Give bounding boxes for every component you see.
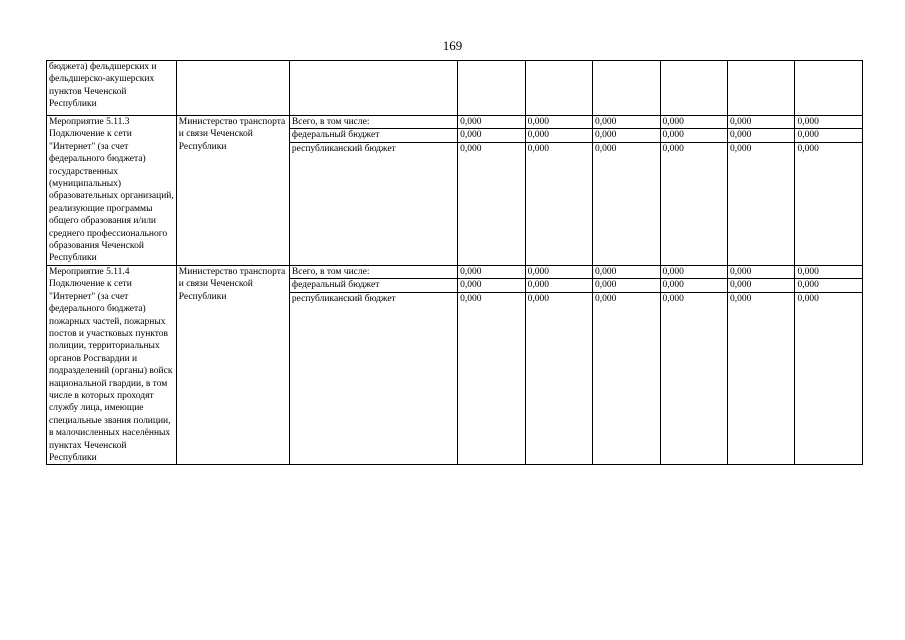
source-cell: Всего, в том числе:: [289, 265, 457, 278]
value-cell: 0,000: [593, 292, 660, 465]
source-cell: республиканский бюджет: [289, 292, 457, 465]
value-cell: 0,000: [525, 129, 592, 142]
value-cell: 0,000: [458, 265, 525, 278]
value-cell: 0,000: [727, 129, 794, 142]
value-cell: 0,000: [458, 142, 525, 265]
value-cell: 0,000: [593, 265, 660, 278]
value-cell: 0,000: [458, 292, 525, 465]
value-cell: 0,000: [593, 129, 660, 142]
executor-cell: [176, 61, 289, 116]
value-cell: 0,000: [795, 142, 863, 265]
page-number: 169: [442, 38, 463, 53]
value-cell: 0,000: [727, 279, 794, 292]
value-cell: 0,000: [795, 279, 863, 292]
source-cell: федеральный бюджет: [289, 129, 457, 142]
source-cell: [289, 61, 457, 116]
activity-cell: Мероприятие 5.11.3 Подключение к сети "Интернет" (за счет федерального бюджета) государственных (муниципальных) образовательных организаций, реализующие программы общего образования и/или среднего профессионального образования Чеченской Республики: [47, 116, 177, 266]
value-cell: 0,000: [727, 265, 794, 278]
value-cell: 0,000: [593, 279, 660, 292]
value-cell: [795, 61, 863, 116]
value-cell: 0,000: [795, 116, 863, 129]
value-cell: 0,000: [727, 116, 794, 129]
source-cell: Всего, в том числе:: [289, 116, 457, 129]
executor-cell: Министерство транспорта и связи Чеченской Республики: [176, 265, 289, 465]
source-cell: республиканский бюджет: [289, 142, 457, 265]
value-cell: 0,000: [525, 116, 592, 129]
funding-table: [46, 60, 863, 465]
value-cell: 0,000: [727, 292, 794, 465]
table-row: [47, 116, 863, 129]
value-cell: [525, 61, 592, 116]
value-cell: 0,000: [458, 279, 525, 292]
value-cell: [458, 61, 525, 116]
value-cell: 0,000: [660, 142, 727, 265]
value-cell: 0,000: [525, 292, 592, 465]
value-cell: 0,000: [593, 116, 660, 129]
table-row-continuation: [47, 61, 863, 116]
source-cell: федеральный бюджет: [289, 279, 457, 292]
value-cell: 0,000: [525, 142, 592, 265]
value-cell: 0,000: [660, 292, 727, 465]
value-cell: 0,000: [458, 129, 525, 142]
executor-cell: Министерство транспорта и связи Чеченской Республики: [176, 116, 289, 266]
value-cell: 0,000: [795, 265, 863, 278]
value-cell: 0,000: [660, 116, 727, 129]
value-cell: [727, 61, 794, 116]
value-cell: [660, 61, 727, 116]
value-cell: 0,000: [660, 129, 727, 142]
value-cell: 0,000: [795, 292, 863, 465]
activity-cell: Мероприятие 5.11.4 Подключение к сети "Интернет" (за счет федерального бюджета) пожарных частей, пожарных постов и участковых пунктов полиции, территориальных органов Росгвардии и подразделений (органы) войск национальной гвардии, в том числе в которых проходят службу лица, имеющие специальные звания полиции, в малочисленных населённых пунктах Чеченской Республики: [47, 265, 177, 465]
value-cell: 0,000: [593, 142, 660, 265]
table-row: [47, 265, 863, 278]
value-cell: [593, 61, 660, 116]
value-cell: 0,000: [727, 142, 794, 265]
value-cell: 0,000: [458, 116, 525, 129]
value-cell: 0,000: [795, 129, 863, 142]
value-cell: 0,000: [660, 265, 727, 278]
value-cell: 0,000: [660, 279, 727, 292]
activity-cell: бюджета) фельдшерских и фельдшерско-акушерских пунктов Чеченской Республики: [47, 61, 177, 116]
value-cell: 0,000: [525, 279, 592, 292]
value-cell: 0,000: [525, 265, 592, 278]
